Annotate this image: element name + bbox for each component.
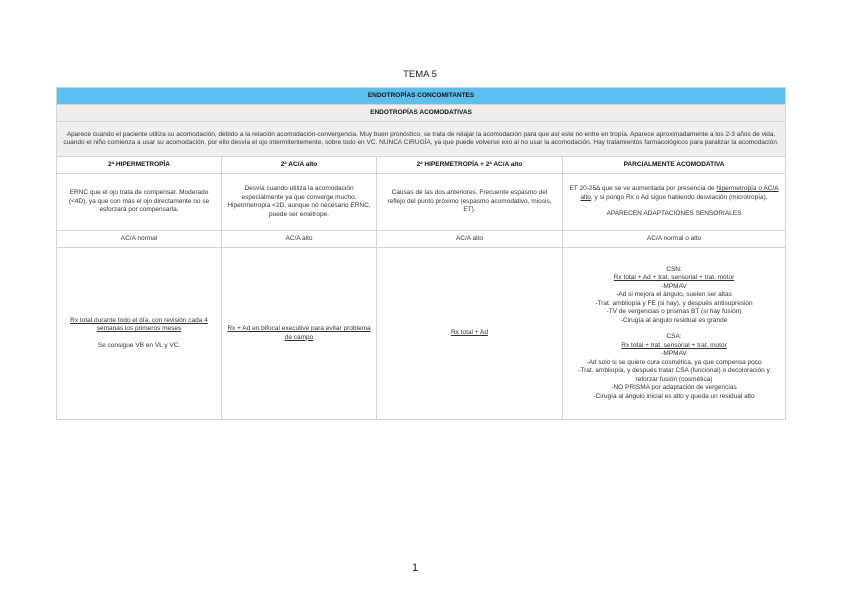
csn-line: -TV de vergencias o prismas BT (si hay fusión) [606, 308, 742, 316]
sensory-adaptations-note: APARECEN ADAPTACIONES SENSORIALES [606, 210, 742, 218]
page-title: TEMA 5 [403, 69, 437, 80]
intro-row [57, 122, 786, 157]
table-subheader-row [57, 105, 786, 122]
description-text: , y si pongo Rx o Ad sigue habiendo desviación (microtropía). [590, 193, 768, 201]
description-cell [563, 174, 786, 231]
table-header-row [57, 88, 786, 105]
description-cell: Desvía cuando utiliza la acomodación especialmente ya que converge mucho. Hipetrmetropía <2D, aunque no necesario ERNC, puede ser emétrope. [222, 174, 377, 231]
csa-underlined: Rx total + trat. sensorial + trat. motor [621, 341, 727, 349]
csn-line: -MPMAV [661, 282, 687, 290]
csa-line: -Ad solo si se quiere cura cosmética, ya que compensa poco [586, 358, 762, 366]
description-cell: Causas de las dos anteriores. Frecuente espasmo del reflejo del punto próximo (espasmo acomodativo, miosis, ET). [377, 174, 563, 231]
csn-underlined: Rx total + Ad + trat. sensorial + trat. motor [613, 274, 735, 282]
csa-line: -Cirugía al ángulo inicial es alto y queda un residual alto [593, 392, 755, 400]
csa-line: -Trat. ambliopía, y después tratar CSA (funcional) o decoloración y reforzar fusión (cosmética) [578, 367, 770, 383]
intro-text: Aparece cuando el paciente utiliza su acomodación, debido a la relación acomodación-convergencia. Muy buen pronóstico, se trata de relajar la acomodación para que así este no entre en tropía. Aparece aproximadamente a los 2-3 años de vida, cuando el niño comienza a usar su acomodación, por ello desvía el ojo intermitentemente, sobre todo en VC. NUNCA CIRUGÍA, ya que puede volverse exo al no usar la acomodación. Hay tratamientos farmacológicos para paralizar la acomodación. [57, 122, 786, 157]
aca-cell: AC/A normal o alto [563, 231, 786, 248]
treatment-cell [57, 248, 222, 420]
csa-title: CSA: [666, 333, 682, 341]
column-header: PARCIALMENTE ACOMODATIVA [563, 157, 786, 174]
treatment-row [57, 248, 786, 420]
description-underlined: hipermetropía o AC/A alto [580, 185, 779, 201]
endotropias-table [56, 87, 786, 420]
treatment-underlined: Rx total durante todo el día, con revisión cada 4 semanas los primeros meses [70, 316, 208, 333]
aca-row [57, 231, 786, 248]
treatment-cell [222, 248, 377, 420]
page-number: 1 [411, 562, 419, 574]
aca-cell: AC/A alto [222, 231, 377, 248]
csn-line: -Trat. ambliopía y FE (si hay), y después antisupresión [595, 299, 753, 307]
description-text: ET 20-25∆ que se ve aumentada por presencia de [569, 185, 717, 193]
description-row [57, 174, 786, 231]
column-header: 2ª HIPERMETROPÍA [57, 157, 222, 174]
column-header-row [57, 157, 786, 174]
treatment-cell [563, 248, 786, 420]
aca-cell: AC/A alto [377, 231, 563, 248]
treatment-text: Se consigue VB en VL y VC. [97, 341, 181, 349]
csn-line: -Cirugía al ángulo residual es grande [620, 316, 728, 324]
table-sub-header: ENDOTROPÍAS ACOMODATIVAS [57, 105, 786, 122]
table-main-header: ENDOTROPÍAS CONCOMITANTES [57, 88, 786, 105]
csn-line: -Ad si mejora el ángulo, suelen ser altas [616, 291, 732, 299]
column-header: 2ª AC/A alto [222, 157, 377, 174]
csn-title: CSN: [666, 265, 682, 273]
column-header: 2ª HIPERMETROPÍA + 2ª AC/A alto [377, 157, 563, 174]
aca-cell: AC/A normal [57, 231, 222, 248]
csa-line: -NO PRISMA por adaptación de vergencias [611, 384, 737, 392]
treatment-underlined: Rx + Ad en bifocal executive para evitar problema de campo [227, 325, 371, 341]
treatment-cell [377, 248, 563, 420]
treatment-underlined: Rx total + Ad [450, 329, 489, 337]
csa-line: -MPMAV [661, 350, 687, 358]
description-cell: ERNC que el ojo trata de compensar. Moderado (<4D), ya que con más el ojo directamente no se esforzará por compensarla. [57, 174, 222, 231]
